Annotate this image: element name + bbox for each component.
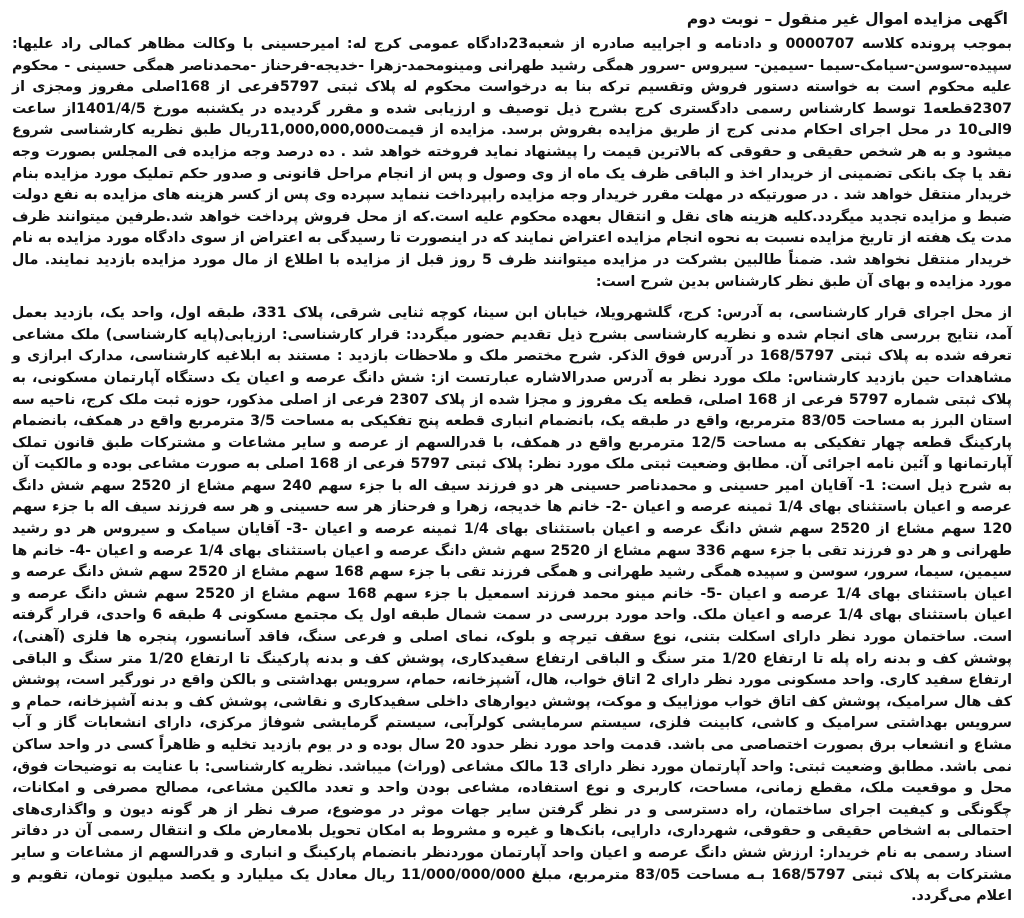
- notice-paragraph-appraisal: از محل اجرای قرار کارشناسی، به آدرس: کرج، گلشهرویلا، خیابان ابن سینا، کوچه ثنایی شرقی، پلاک 331، طبقه اول، واحد یک، بازدید بعمل آمد، نتایج بررسی های انجام شده و نظریه کارشناسی بشرح ذیل تقدیم حضور میگردد: قرار کارشناسی: ارزیابی(پایه کارشناسی) ملک مشاعی تعرفه شده به پلاک ثبتی 168/5797 در آدرس فوق الذکر. شرح مختصر ملک و ملاحظات بازدید : مستند به ابلاغیه کارشناسی، مدارک ابرازی و مشاهدات حین بازدید کارشناس: ملک مورد نظر به آدرس صدرالاشاره عبارتست از: شش دانگ عرصه و اعیان یک دستگاه آپارتمان مسکونی، به پلاک ثبتی شماره 5797 فرعی از 168 اصلی، قطعه یک مفروز و مجزا شده از پلاک 2307 فرعی از اصلی مذکور، حوزه ثبت ملک کرج، ناحیه سه استان البرز به مساحت 83/05 مترمربع، واقع در طبقه یک، بانضمام انباری قطعه پنج تفکیکی به مساحت 3/5 مترمربع واقع در همکف، بانضمام پارکینگ قطعه چهار تفکیکی به مساحت 12/5 مترمربع واقع در همکف، با قدرالسهم از عرصه و سایر مشاعات و مشترکات طبق قانون تملک آپارتمانها و آئین نامه اجرائی آن. مطابق وضعیت ثبتی ملک مورد نظر: پلاک ثبتی 5797 فرعی از 168 اصلی به صورت مشاعی بوده و مالکیت آن به شرح ذیل است: 1- آقایان امیر حسینی و محمدناصر حسینی هر دو فرزند سیف اله با جزء سهم 240 سهم مشاع از 2520 سهم شش دانگ عرصه و اعیان باستثنای بهای 1/4 ثمینه عرصه و اعیان -2- خانم ها خدیجه، زهرا و فرحناز هر سه حسینی و هر سه فرزند سیف اله با جزء سهم 120 سهم مشاع از 2520 سهم شش دانگ عرصه و اعیان باستثنای بهای 1/4 ثمینه عرصه و اعیان -3- آقایان سیامک و سیروس هر دو رشید طهرانی و هر دو فرزند تقی با جزء سهم 336 سهم مشاع از 2520 سهم شش دانگ عرصه و اعیان باستثنای بهای 1/4 عرصه و اعیان -4- خانم ها سیمین، سیما، سرور، سوسن و سپیده همگی رشید طهرانی و همگی فرزند تقی با جزء سهم 168 سهم مشاع از 2520 سهم شش دانگ عرصه و اعیان باستثنای بهای 1/4 عرصه و اعیان -5- خانم مینو محمد فرزند اسمعیل با جزء سهم 168 سهم مشاع از 2520 سهم شش دانگ عرصه و اعیان باستثنای بهای 1/4 عرصه و اعیان ملک. واحد مورد بررسی در سمت شمال طبقه اول یک مجتمع مسکونی 4 طبقه 6 واحدی، قرار گرفته است. ساختمان مورد نظر دارای اسکلت بتنی، نوع سقف تیرچه و بلوک، نمای اصلی و فرعی سنگ، فاقد آسانسور، پنجره ها فلزی (آهنی)، پوشش کف و بدنه راه پله تا ارتفاع 1/20 متر سنگ و الباقی ارتفاع سفیدکاری، پوشش کف و بدنه پارکینگ تا ارتفاع 1/20 متر سنگ و الباقی ارتفاع سفید کاری. واحد مسکونی مورد نظر دارای 2 اتاق خواب، هال، آشپزخانه، حمام، سرویس بهداشتی و بالکن واقع در نورگیر است، پوشش کف هال سرامیک، پوشش کف اتاق خواب موزاییک و موکت، پوشش دیوارهای داخلی سفیدکاری و نقاشی، پوشش کف و بدنه آشپزخانه، حمام و سرویس بهداشتی سرامیک و کاشی، کابینت فلزی، سیستم سرمایشی کولرآبی، سیستم گرمایشی شوفاژ مرکزی، دارای انشعابات گاز و آب مشاع و انشعاب برق بصورت اختصاصی می باشد. قدمت واحد مورد نظر حدود 20 سال بوده و در یوم بازدید تخلیه و ظاهراً کسی در واحد ساکن نمی باشد. مطابق وضعیت ثبتی: واحد آپارتمان مورد نظر دارای 13 مالک مشاعی (وراث) میباشد. نظریه کارشناسی: با عنایت به توضیحات فوق، محل و موقعیت ملک، مقطع زمانی، مساحت، کاربری و نوع استفاده، مشاعی بودن واحد و تعدد مالکین مشاعی، مصالح مصرفی و امکانات، چگونگی و کیفیت اجرای ساختمان، راه دسترسی و در نظر گرفتن سایر جهات موثر در موضوع، صرف نظر از هر گونه دیون و واگذاری‌های احتمالی به اشخاص حقیقی و حقوقی، شهرداری، دارایی، بانک‌ها و غیره و مشروط به امکان تحویل بلامعارض ملک و انتقال رسمی آن در دفاتر اسناد رسمی به نام خریدار: ارزش شش دانگ عرصه و اعیان واحد آپارتمان موردنظر بانضمام پارکینگ و انباری و قدرالسهم از مشاعات و سایر مشترکات به پلاک ثبتی 168/5797 بـه مساحت 83/05 مترمربع، مبلغ 11/000/000/000 ریال معادل یک میلیارد و یکصد میلیون تومان، تقویم و اعلام می‌گردد.: [12, 305, 1013, 905]
- notice-paragraph-intro: بموجب پرونده کلاسه 0000707 و دادنامه و اجراییه صادره از شعبه23دادگاه عمومی کرج له: امیرحسینی با وکالت مظاهر کمالی راد علیها: سپیده-سوسن-سیامک-سیما -سیمین- سیروس -سرور همگی رشید طهرانی ومینومحمد-زهرا -خدیجه-فرحناز -محمدناصر همگی حسینی - محکوم علیه محکوم است به خواسته دستور فروش وتقسیم ترکه بنا به درخواست محکوم له پلاک ثبتی 5797فرعی از 168اصلی مفروز ومجزی از 2307قطعه1 توسط کارشناس رسمی دادگستری کرج بشرح ذیل توصیف و ارزیابی شده و مقرر گردیده در یکشنبه مورخ 1401/4/5از ساعت 9الی10 در محل اجرای احکام مدنی کرج از طریق مزایده بفروش برسد. مزایده از قیمت11,000,000,000ریال طبق نظریه کارشناسی شروع میشود و به هر شخص حقیقی و حقوقی که بالاترین قیمت را پیشنهاد نماید فروخته خواهد شد . ده درصد وجه مزایده فی المجلس بصورت وجه نقد یا چک بانکی تضمینی از خریدار اخذ و الباقی ظرف یک ماه از وی وصول و پس از انجام مراحل قانونی و صدور حکم تملیک مورد مزایده بنام خریدار منتقل خواهد شد . در صورتیکه در مهلت مقرر خریدار وجه مزایده رابپرداخت ننماید سپرده وی پس از کسر هزینه های مزایده به نفع دولت ضبط و مزایده تجدید میگردد.کلیه هزینه های نقل و انتقال بعهده محکوم علیه است.که از محل فروش پرداخت خواهد شد.طرفین میتوانند ظرف مدت یک هفته از تاریخ مزایده نسبت به نحوه انجام مزایده اعتراض نمایند که در اینصورت تا رسیدگی به اعتراض از سوی دادگاه مورد مزایده به نام خریدار منتقل نخواهد شد. ضمناً طالبین بشرکت در مزایده میتوانند ظرف 5 روز قبل از مزایده با اطلاع از مال مورد مزایده بازدید نمایند. مال مورد مزایده و بهای آن طبق نظر کارشناس بدین شرح است:: [12, 36, 1012, 290]
- notice-title: اگهی مزایده اموال غیر منقول – نوبت دوم: [686, 10, 1008, 28]
